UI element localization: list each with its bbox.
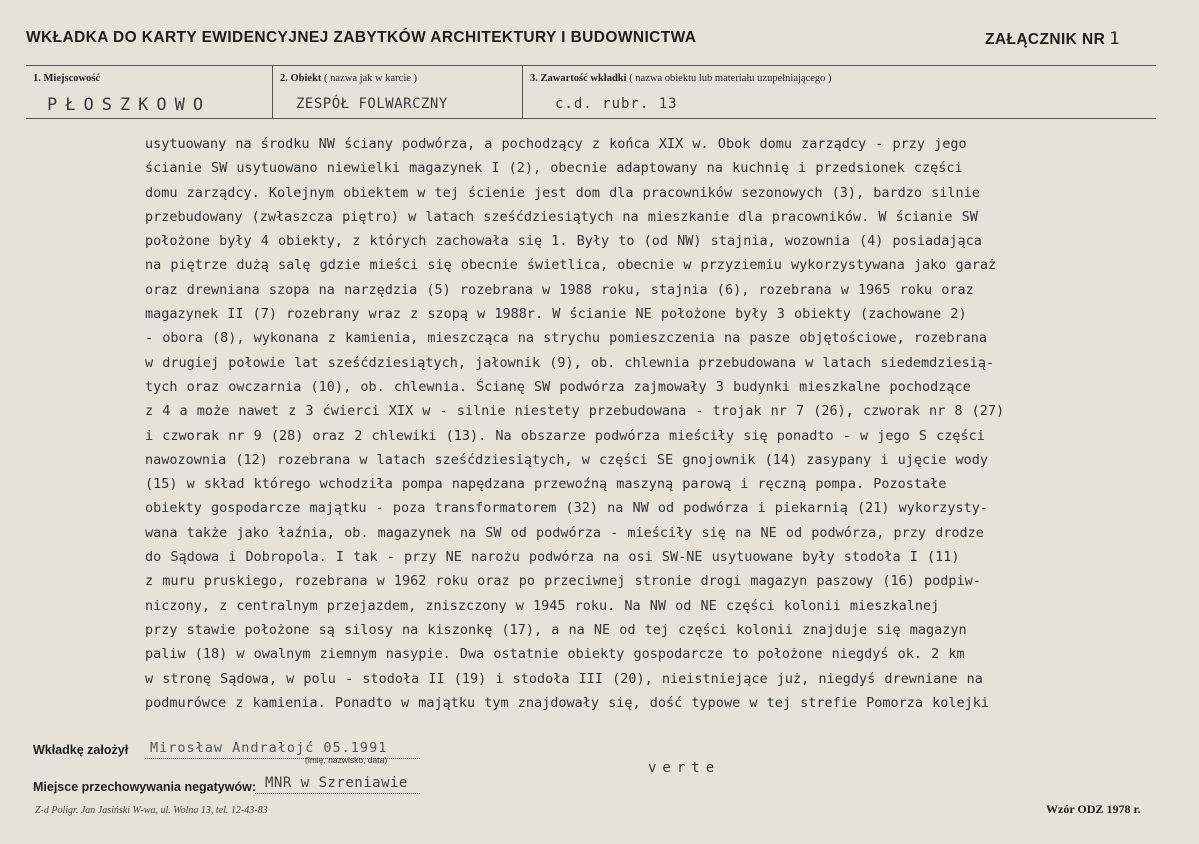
object-label [280,73,417,84]
place-label-text: 1. Miejscowość [33,73,101,84]
storage-label: Miejsce przechowywania negatywów: [33,780,256,794]
place-value: PŁOSZKOWO [47,95,212,115]
annex-value: 1 [1109,29,1120,49]
divider-top [26,65,1156,66]
body-line: przy stawie położone są silosy na kiszonkę (17), a na NE od tej części kolonii znajduje się magazyn [145,621,967,638]
body-line: obiekty gospodarcze majątku - poza transformatorem (32) na NW od podwórza i piekarnią (21) wykorzysty- [145,500,989,517]
storage-dotted-line [255,793,420,794]
card-title: WKŁADKA DO KARTY EWIDENCYJNEJ ZABYTKÓW ARCHITEKTURY I BUDOWNICTWA [26,29,697,46]
body-line: położone były 4 obiekty, z których zachowała się 1. Były to (od NW) stajnia, wozownia (4) posiadająca [145,233,982,250]
divider-col-1 [272,65,273,119]
body-line: magazynek II (7) rozebrany wraz z szopą w 1988r. W ścianie NE położone były 3 obiekty (zachowane 2) [145,306,967,323]
body-line: paliw (18) w owalnym ziemnym nasypie. Dwa ostatnie obiekty gospodarcze to położone niegdyś ok. 2 km [145,646,965,663]
body-line: domu zarządcy. Kolejnym obiektem w tej ścienie jest dom dla pracowników sezonowych (3), bardzo silnie [145,184,980,201]
author-label: Wkładkę założył [33,743,129,757]
body-text [145,132,1175,715]
body-line: ścianie SW usytuowano niewielki magazynek I (2), obecnie adaptowany na kuchnię i przedsionek części [145,160,963,177]
object-value: ZESPÓŁ FOLWARCZNY [296,96,448,112]
annex-label: ZAŁĄCZNIK NR [985,31,1106,48]
object-label-text: 2. Obiekt [280,73,322,84]
body-line: usytuowany na środku NW ściany podwórza, a pochodzący z końca XIX w. Obok domu zarządcy - przy jego [145,136,967,152]
storage-value: MNR w Szreniawie [265,775,408,791]
content-label-text: 3. Zawartość wkładki [530,73,627,84]
body-line: na piętrze dużą salę gdzie mieści się obecnie świetlica, obecnie w przyziemiu wykorzystywana jako garaż [145,257,997,274]
form-model: Wzór ODZ 1978 r. [1046,802,1141,816]
body-line: tych oraz owczarnia (10), ob. chlewnia. Ścianę SW podwórza zajmowały 3 budynki mieszkalne pochodzące [145,378,971,395]
author-caption: (imię, nazwisko, data) [305,755,388,765]
annex-number [985,29,1120,49]
body-line: i czworak nr 9 (28) oraz 2 chlewiki (13). Na obszarze podwórza mieściły się ponadto - w jego S części [145,427,985,444]
body-line: niczony, z centralnym przejazdem, zniszczony w 1945 roku. Na NW od NE części kolonii mieszkalnej [145,597,940,614]
divider-col-2 [522,65,523,119]
body-line: w stronę Sądowa, w polu - stodoła II (19) i stodoła III (20), nieistniejące już, niegdyś drewniane na [145,670,983,687]
body-line: w drugiej połowie lat sześćdziesiątych, jałownik (9), ob. chlewnia przebudowana w latach siedemdziesią- [145,354,995,371]
place-label [33,73,100,84]
printer-imprint: Z-d Poligr. Jan Jasiński W-wa, ul. Wolna 13, tel. 12-43-83 [35,805,268,816]
body-line: z 4 a może nawet z 3 ćwierci XIX w - silnie niestety przebudowana - trojak nr 7 (26), czworak nr 8 (27) [145,403,1005,420]
object-label-note: ( nazwa jak w karcie ) [324,73,418,84]
body-line: (15) w skład którego wchodziła pompa napędzana przewoźną maszyną parową i ręczną pompa. Pozostałe [145,476,947,493]
body-line: przebudowany (zwłaszcza piętro) w latach sześćdziesiątych na mieszkanie dla pracowników. W ścianie SW [145,208,978,225]
body-line: podmurówce z kamienia. Ponadto w majątku tym znajdowały się, dość typowe w tej strefie Pomorza kolejki [145,694,990,711]
body-line: do Sądowa i Dobropola. I tak - przy NE narożu podwórza na osi SW-NE usytuowane były stodoła I (11) [145,549,960,566]
verte-note: verte [648,760,721,776]
body-line: nawozownia (12) rozebrana w latach sześćdziesiątych, w części SE gnojownik (14) zasypany i ujęcie wody [145,451,989,468]
body-line: z muru pruskiego, rozebrana w 1962 roku oraz po przeciwnej stronie drogi magazyn paszowy (16) podpiw- [145,573,981,590]
author-value: Mirosław Andrałojć 05.1991 [150,740,388,756]
content-label-note: ( nazwa obiektu lub materiału uzupełniającego ) [629,73,832,84]
content-value: c.d. rubr. 13 [555,96,678,112]
divider-header-bottom [26,118,1156,119]
body-line: - obora (8), wykonana z kamienia, mieszcząca na strychu pomieszczenia na pasze objętościowe, rozebrana [145,330,988,347]
content-label [530,73,832,84]
body-line: oraz drewniana szopa na narzędzia (5) rozebrana w 1988 roku, stajnia (6), rozebrana w 1965 roku oraz [145,281,974,298]
body-line: wana także jako łaźnia, ob. magazynek na SW od podwórza - mieściły się na NE od podwórza, przy drodze [145,524,984,541]
